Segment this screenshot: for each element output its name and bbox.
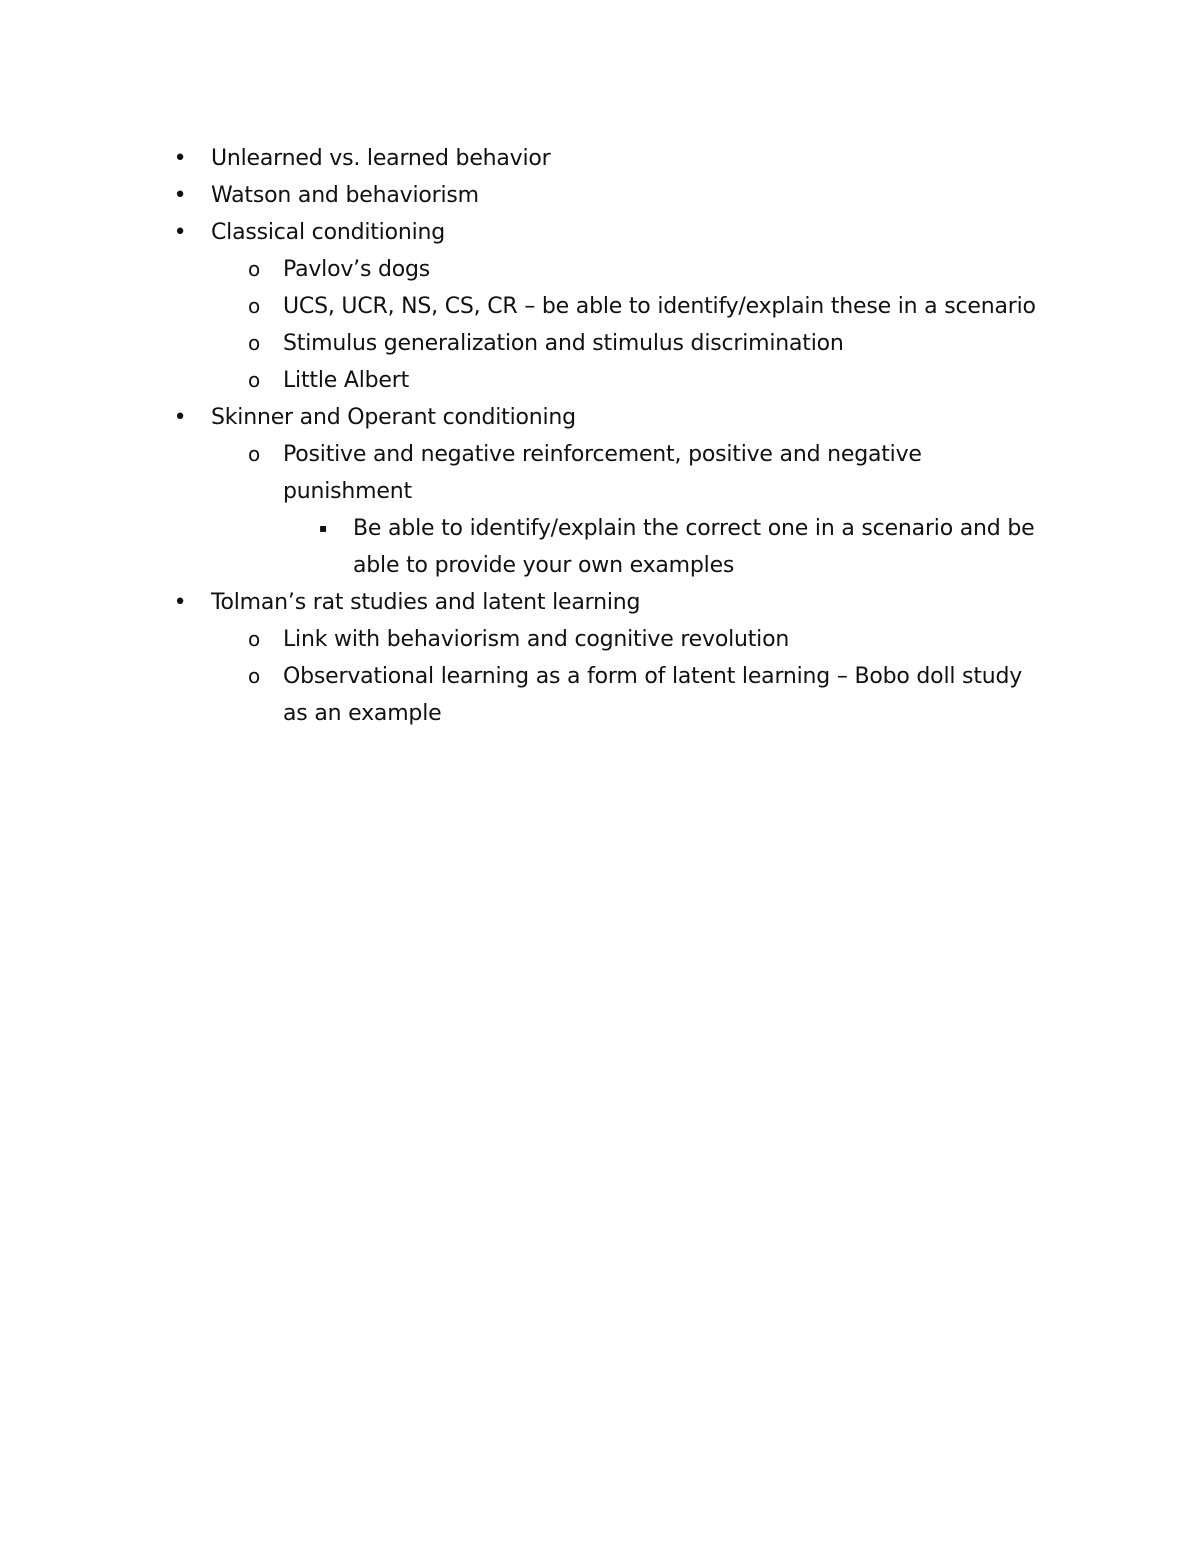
list-item [0, 399, 1200, 436]
list-item [0, 177, 1200, 214]
sub-list-item [0, 288, 1043, 325]
circle-bullet-icon: o [247, 368, 261, 392]
list-item-text: Classical conditioning [211, 220, 446, 245]
list-item-text: Link with behaviorism and cognitive revolution [283, 627, 790, 652]
sub-list-item [0, 436, 1043, 510]
circle-bullet-icon: o [247, 627, 261, 651]
square-bullet-icon: ▪ [319, 521, 327, 535]
sub-list-item [0, 658, 1043, 732]
sub-list-item [0, 621, 1043, 658]
circle-bullet-icon: o [247, 664, 261, 688]
bullet-icon: • [173, 146, 187, 171]
list-item-text: Unlearned vs. learned behavior [211, 146, 551, 171]
list-item [0, 214, 1200, 251]
list-item-text: Watson and behaviorism [211, 183, 479, 208]
list-item-text: Tolman’s rat studies and latent learning [211, 590, 641, 615]
sub-list-item [0, 251, 1043, 288]
bullet-icon: • [173, 183, 187, 208]
list-item-text: Pavlov’s dogs [283, 257, 431, 282]
outline-list [0, 140, 1200, 732]
bullet-icon: • [173, 405, 187, 430]
list-item [0, 584, 1200, 621]
sub-list-item [0, 325, 1043, 362]
sub-sub-list-item [0, 510, 1053, 584]
list-item-text: Little Albert [283, 368, 409, 393]
list-item-text: Be able to identify/explain the correct one in a scenario and be able to provide your own examples [353, 516, 1035, 578]
sub-list-item [0, 362, 1043, 399]
circle-bullet-icon: o [247, 331, 261, 355]
list-item-text: Observational learning as a form of latent learning – Bobo doll study as an example [283, 664, 1023, 726]
circle-bullet-icon: o [247, 257, 261, 281]
list-item [0, 140, 1200, 177]
circle-bullet-icon: o [247, 442, 261, 466]
list-item-text: Positive and negative reinforcement, positive and negative punishment [283, 442, 922, 504]
circle-bullet-icon: o [247, 294, 261, 318]
list-item-text: Skinner and Operant conditioning [211, 405, 576, 430]
bullet-icon: • [173, 590, 187, 615]
list-item-text: Stimulus generalization and stimulus discrimination [283, 331, 844, 356]
list-item-text: UCS, UCR, NS, CS, CR – be able to identify/explain these in a scenario [283, 294, 1036, 319]
bullet-icon: • [173, 220, 187, 245]
